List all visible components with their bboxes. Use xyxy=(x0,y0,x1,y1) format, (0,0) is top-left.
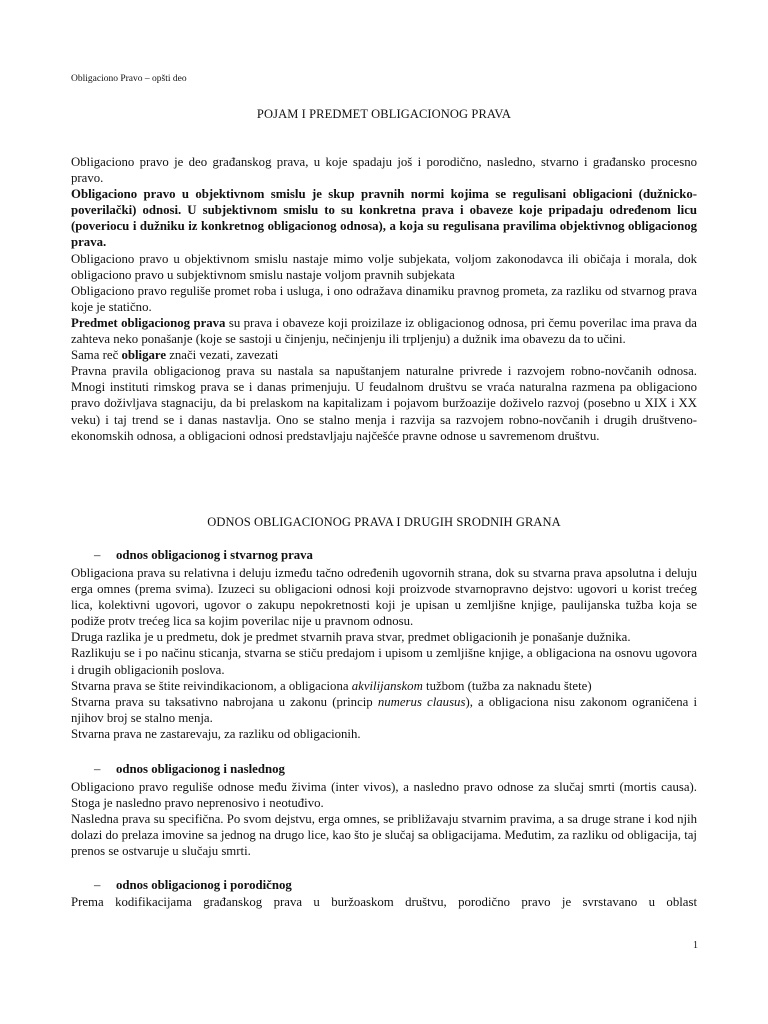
zastita-lead: Stvarna prava se štite reivindikacionom, a obligaciona xyxy=(71,678,352,693)
paragraph-promet: Obligaciono pravo reguliše promet roba i usluga, i ono odražava dinamiku pravnog prometa, za razliku od stvarnog prava koje je statično. xyxy=(71,283,697,314)
obligare-term: obligare xyxy=(121,348,167,363)
obligare-meaning: znači vezati, zavezati xyxy=(166,348,279,363)
numerus-clausus-term: numerus clausus xyxy=(377,694,466,709)
bullet-dash: – xyxy=(94,878,101,892)
paragraph-history: Pravna pravila obligacionog prava su nastala sa napuštanjem naturalne privrede i razvojem robno-novčanih odnosa. Mnogi instituti rimskog prava se i danas primenjuju. U feudalnom društvu se vraća naturalna razmena pa obligaciono pravo doživljava stagnaciju, da bi prelaskom na kapitalizam i pojavom buržoazije doživelo razvoj (posebno u XIX i XX veku) i taj trend se i danas nastavlja. Ono se stalno menja i razvija sa razvojem robno-novčanih i drugih društveno-ekonomskih odnosa, a obligacioni odnosi predstavljaju najčešće pravne odnose u savremenom društvu. xyxy=(71,364,697,443)
subsection-nasledno-body xyxy=(71,779,697,859)
section-title-pojam: POJAM I PREDMET OBLIGACIONOG PRAVA xyxy=(256,107,512,121)
subheading-nasledno-label: odnos obligacionog i naslednog xyxy=(116,762,285,776)
numerus-tail: ), a obligaciona nisu zakonom ograničena i njihov broj se stalno menja. xyxy=(71,694,697,725)
paragraph-zastarelost: Stvarna prava ne zastarevaju, za razliku od obligacionih. xyxy=(71,726,361,741)
paragraph-nasledna-prava: Nasledna prava su specifična. Po svom dejstvu, erga omnes, se približavaju stvarnim pravima, a sa druge strane i kod njih dolazi do prelaza imovine sa jednog na drugo lice, kao što je slučaj sa obligacijama. Međutim, za razliku od obligacija, taj prenos se ostvaruje u slučaju smrti. xyxy=(71,812,697,859)
paragraph-relativna: Obligaciona prava su relativna i deluju između tačno određenih ugovornih strana, dok su stvarna prava apsolutna i deluju erga omnes (prema svima). Izuzeci su obligacioni odnosi koji proizvode stvarnopravno dejstvo: ugovori u korist trećeg lica, kolektivni ugovori, ugovor o zakupu nepokretnosti koji je upisan u zemljišne knjige, paulijanska tužba koja se podiže protv trećeg lica sa kojim poverilac nije u pravnom odnosu. xyxy=(71,566,697,629)
predmet-text: su prava i obaveze koji proizilaze iz obligacionog odnosa, pri čemu poverilac ima prava da zahteva neko ponašanje (koje se sastoji u činjenju, nečinjenju ili trpljenju) a dužnik ima obavezu da to učini. xyxy=(71,315,697,347)
bullet-dash: – xyxy=(94,548,101,562)
paragraph-inter-vivos: Obligaciono pravo reguliše odnose među živima (inter vivos), a nasledno pravo odnose za slučaj smrti (mortis causa). Stoga je nasledno pravo neprenosivo i neotuđivo. xyxy=(71,780,697,811)
bullet-dash: – xyxy=(94,762,101,776)
subsection-stvarno-body xyxy=(71,565,697,742)
paragraph-sticanje: Razlikuju se i po načinu sticanja, stvarna se stiču predajom i upisom u zemljišne knjige, a obligaciona na osnovu ugovora i drugih obligacionih poslova. xyxy=(71,646,697,677)
paragraph-intro: Obligaciono pravo je deo građanskog prava, u koje spadaju još i porodično, nasledno, stvarno i građansko procesno pravo. xyxy=(71,155,697,186)
running-header: Obligaciono Pravo – opšti deo xyxy=(71,74,187,84)
predmet-term: Predmet obligacionog prava xyxy=(71,315,226,330)
paragraph-kodifikacije: Prema kodifikacijama građanskog prava u buržoaskom društvu, porodično pravo je svrstavano u oblast xyxy=(71,895,697,909)
paragraph-obligare xyxy=(71,347,697,363)
section-title-odnos: ODNOS OBLIGACIONOG PRAVA I DRUGIH SRODNIH GRANA xyxy=(207,515,561,529)
paragraph-zastita xyxy=(71,678,697,694)
paragraph-numerus xyxy=(71,694,697,726)
subheading-nasledno xyxy=(94,762,285,777)
section-1-body xyxy=(71,154,697,444)
paragraph-origin: Obligaciono pravo u objektivnom smislu nastaje mimo volje subjekata, voljom zakonodavca ili običaja i morala, dok obligaciono pravo u subjektivnom smislu nastaje voljom pravnih subjekata xyxy=(71,251,697,282)
numerus-lead: Stvarna prava su taksativno nabrojana u zakonu (princip xyxy=(71,694,378,709)
subheading-stvarno xyxy=(94,548,313,563)
subheading-stvarno-label: odnos obligacionog i stvarnog prava xyxy=(116,548,313,562)
paragraph-predmet xyxy=(71,315,697,347)
zastita-tail: tužbom (tužba za naknadu štete) xyxy=(422,678,592,693)
subsection-porodicno-body xyxy=(71,894,697,911)
obligare-lead: Sama reč xyxy=(71,348,122,363)
paragraph-definition: Obligaciono pravo u objektivnom smislu je skup pravnih normi kojima se regulisani obligacioni (dužnicko-poverilački) odnosi. U subjektivnom smislu to su konkretna prava i obaveze koje pripadaju određenom licu (poveriocu i dužniku iz konkretnog obligacionog odnosa), a koja su regulisana pravilima objektivnog obligacionog prava. xyxy=(71,187,697,250)
paragraph-predmet-razlika: Druga razlika je u predmetu, dok je predmet stvarnih prava stvar, predmet obligacionih je ponašanje dužnika. xyxy=(71,630,631,645)
page-number: 1 xyxy=(693,940,698,951)
subheading-porodicno xyxy=(94,878,292,893)
akvilijanska-term: akvilijanskom xyxy=(351,678,423,693)
subheading-porodicno-label: odnos obligacionog i porodičnog xyxy=(116,878,292,892)
